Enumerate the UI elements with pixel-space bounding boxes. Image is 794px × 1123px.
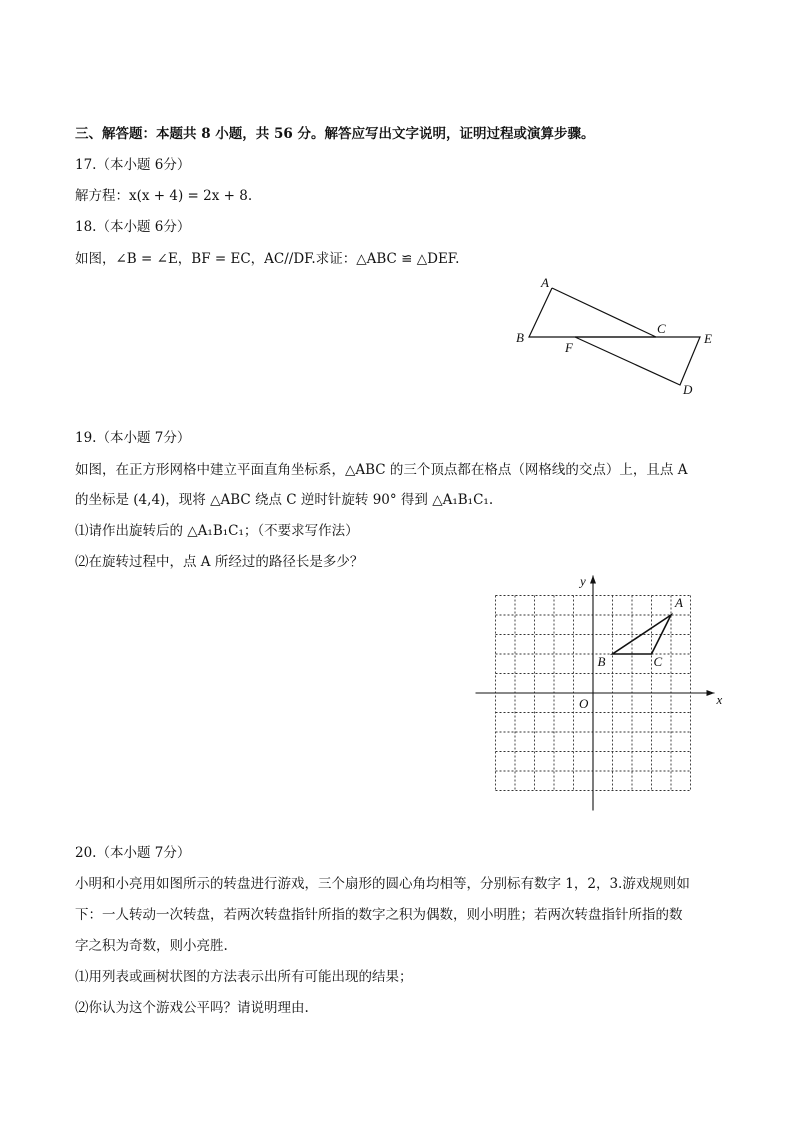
label-C: C [657,321,666,336]
q19-part2: ⑵在旋转过程中，点 A 所经过的路径长是多少？ [75,554,364,570]
q20-line2: 下：一人转动一次转盘，若两次转盘指针所指的数字之积为偶数，则小明胜；若两次转盘指针所指的数 [75,907,683,923]
point-label-C: C [653,654,663,669]
q18-header: 18.（本小题 6分） [75,219,191,235]
q17-text: 解方程：x(x + 4) = 2x + 8. [75,188,253,204]
y-axis-arrow [590,576,596,584]
label-B: B [516,330,524,345]
triangle-abc [529,288,656,337]
q17-header: 17.（本小题 6分） [75,157,191,173]
label-D: D [683,382,693,397]
point-label-A: A [675,595,683,610]
q19-part1: ⑴请作出旋转后的 △A₁B₁C₁；（不要求写作法） [75,523,359,539]
q20-header: 20.（本小题 7分） [75,845,191,861]
label-F: F [565,340,573,355]
q18-text: 如图，∠B = ∠E，BF = EC，AC//DF.求证：△ABC ≌ △DEF. [75,251,460,267]
q19-line2: 的坐标是 (4,4)，现将 △ABC 绕点 C 逆时针旋转 90° 得到 △A₁B₁C₁. [75,492,494,508]
q19-header: 19.（本小题 7分） [75,430,191,446]
origin-label: O [579,696,589,711]
label-A: A [541,275,549,290]
triangle-def [575,337,700,385]
label-E: E [704,331,712,346]
q20-part2: ⑵你认为这个游戏公平吗？请说明理由. [75,1000,309,1016]
q18-figure [505,272,730,402]
point-label-B: B [597,654,606,669]
x-axis-arrow [707,690,715,696]
section-heading: 三、解答题：本题共 8 小题，共 56 分。解答应写出文字说明，证明过程或演算步骤。 [75,126,595,142]
y-axis-label: y [580,573,586,589]
q20-line1: 小明和小亮用如图所示的转盘进行游戏，三个扇形的圆心角均相等，分别标有数字 1，2，3.游戏规则如 [75,876,690,892]
q20-line3: 字之积为奇数，则小亮胜. [75,938,228,954]
q19-line1: 如图，在正方形网格中建立平面直角坐标系，△ABC 的三个顶点都在格点（网格线的交点）上，且点 A [75,462,688,478]
x-axis-label: x [716,692,723,707]
q20-part1: ⑴用列表或画树状图的方法表示出所有可能出现的结果； [75,969,413,985]
q19-coordinate-grid [470,572,723,812]
